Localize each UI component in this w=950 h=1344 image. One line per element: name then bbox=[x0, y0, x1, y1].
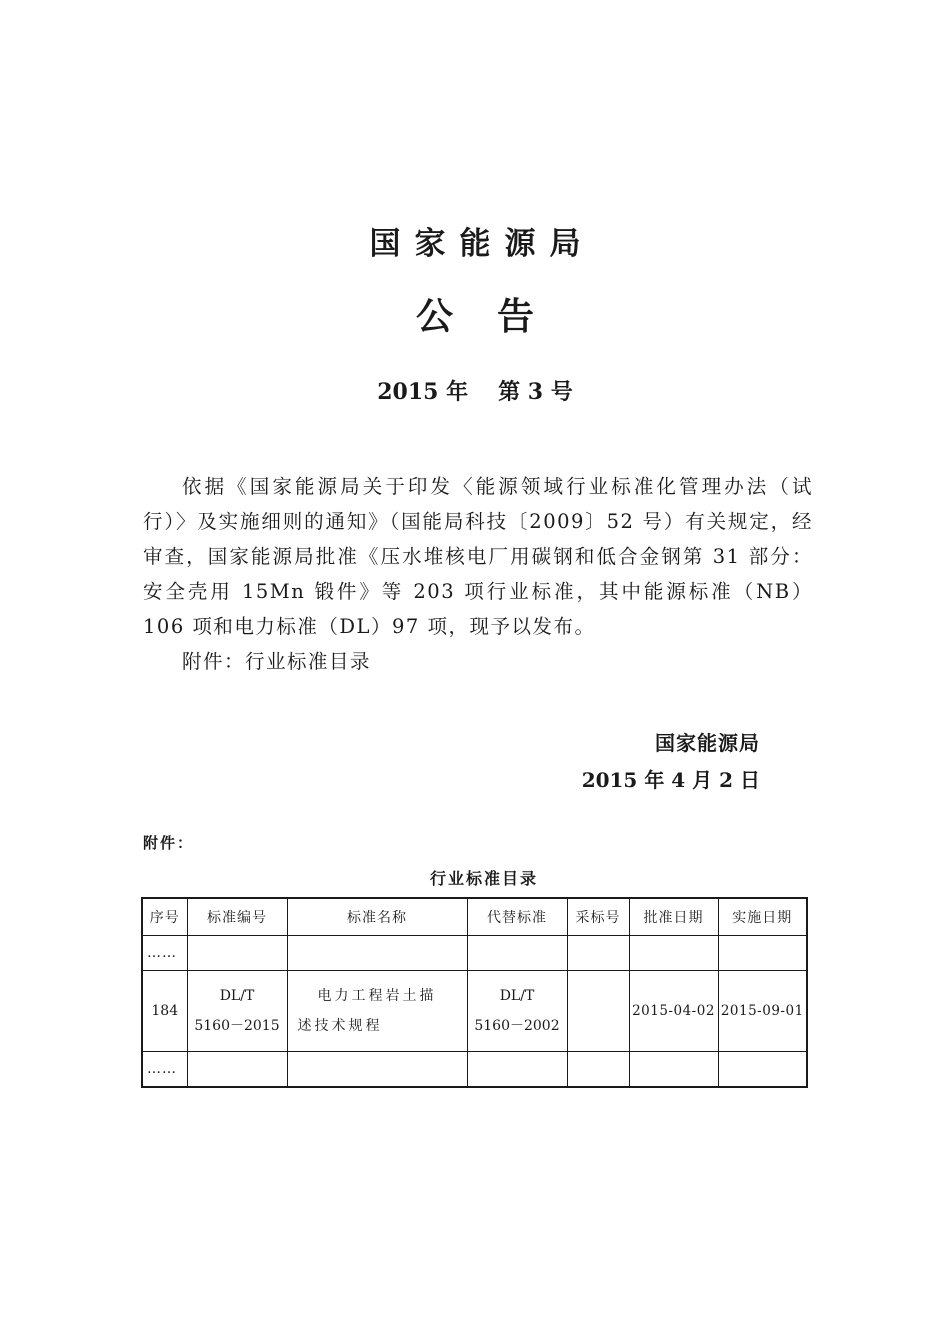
attachment-label: 附件： bbox=[143, 834, 195, 852]
column-header: 标准名称 bbox=[287, 898, 467, 936]
table-cell bbox=[567, 936, 629, 971]
column-header: 采标号 bbox=[567, 898, 629, 936]
table-cell bbox=[718, 1052, 807, 1088]
table-cell bbox=[467, 936, 567, 971]
signature-organization: 国家能源局 bbox=[655, 731, 760, 755]
replaced-standard-cell bbox=[467, 971, 567, 1052]
column-header: 批准日期 bbox=[629, 898, 718, 936]
standard-name-cell bbox=[287, 971, 467, 1052]
document-issue-number: 第 3 号 bbox=[498, 379, 573, 405]
signature-date: 2015 年 4 月 2 日 bbox=[581, 768, 760, 792]
table-row-ellipsis bbox=[142, 1052, 807, 1088]
replaced-standard-line: 5160－2002 bbox=[474, 1018, 560, 1034]
standard-code-cell bbox=[187, 971, 287, 1052]
standard-name-line: 电力工程岩土描 bbox=[317, 988, 437, 1004]
table-row bbox=[142, 971, 807, 1052]
announcement-body bbox=[143, 469, 813, 679]
table-cell bbox=[287, 936, 467, 971]
table-cell bbox=[287, 1052, 467, 1088]
table-cell bbox=[467, 1052, 567, 1088]
standards-table-title: 行业标准目录 bbox=[429, 869, 538, 888]
table-cell bbox=[629, 1052, 718, 1088]
standard-code-line: DL/T bbox=[219, 988, 255, 1004]
table-cell bbox=[567, 1052, 629, 1088]
replaced-standard-line: DL/T bbox=[499, 988, 535, 1004]
approval-date-cell: 2015-04-02 bbox=[629, 971, 718, 1052]
column-header: 实施日期 bbox=[718, 898, 807, 936]
table-row-ellipsis bbox=[142, 936, 807, 971]
table-cell: …… bbox=[142, 1052, 187, 1088]
table-cell bbox=[629, 936, 718, 971]
table-cell bbox=[187, 1052, 287, 1088]
attachment-reference: 附件：行业标准目录 bbox=[182, 650, 372, 673]
document-year: 2015 年 bbox=[377, 379, 469, 405]
announcement-paragraph: 依据《国家能源局关于印发〈能源领域行业标准化管理办法（试行）〉及实施细则的通知》（国能局科技〔2009〕52 号）有关规定，经审查，国家能源局批准《压水堆核电厂用碳钢和低合金钢第 31 部分：安全壳用 15Mn 锻件》等 203 项行业标准，其中能源标准（NB）106 项和电力标准（DL）97 项，现予以发布。 bbox=[143, 475, 813, 638]
table-cell: …… bbox=[142, 936, 187, 971]
standard-code-line: 5160－2015 bbox=[194, 1018, 280, 1034]
row-seq-cell: 184 bbox=[142, 971, 187, 1052]
table-header-row bbox=[142, 898, 807, 936]
standard-name-line: 述技术规程 bbox=[297, 1018, 383, 1034]
column-header: 代替标准 bbox=[467, 898, 567, 936]
document-type-heading: 公告 bbox=[416, 295, 578, 338]
adopted-standard-cell bbox=[567, 971, 629, 1052]
table-cell bbox=[718, 936, 807, 971]
column-header: 标准编号 bbox=[187, 898, 287, 936]
effective-date-cell: 2015-09-01 bbox=[718, 971, 807, 1052]
standards-table bbox=[141, 897, 808, 1088]
issuing-authority-title: 国家能源局 bbox=[369, 226, 595, 262]
column-header: 序号 bbox=[142, 898, 187, 936]
document-number bbox=[0, 375, 950, 406]
table-cell bbox=[187, 936, 287, 971]
